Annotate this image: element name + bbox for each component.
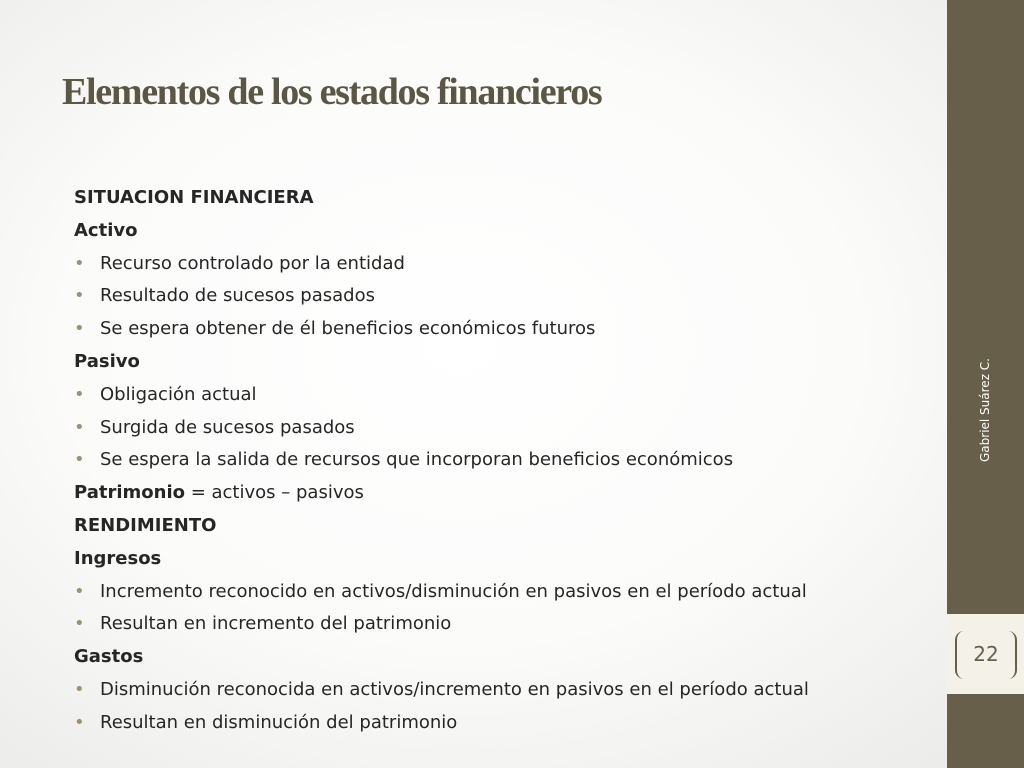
subheading-gastos: Gastos	[74, 646, 144, 668]
subheading-activo: Activo	[74, 219, 138, 241]
page-number: 22	[955, 631, 1017, 679]
bullet-icon: •	[74, 449, 85, 471]
bullet-icon: •	[74, 678, 85, 700]
list-item	[74, 707, 934, 740]
bullet-icon: •	[74, 318, 85, 340]
list-item	[74, 576, 934, 609]
list-item-text: Incremento reconocido en activos/disminución en pasivos en el período actual	[100, 580, 807, 602]
patrimonio-label: Patrimonio	[74, 482, 185, 504]
list-item	[74, 248, 934, 281]
bullet-icon: •	[74, 383, 85, 405]
author-label: Gabriel Suárez C.	[978, 357, 992, 463]
subheading-ingresos: Ingresos	[74, 547, 162, 569]
list-item	[74, 313, 934, 346]
list-item-text: Se espera obtener de él beneficios económicos futuros	[100, 318, 596, 340]
bullet-icon: •	[74, 416, 85, 438]
bullet-icon: •	[74, 580, 85, 602]
slide-title: Elementos de los estados financieros	[62, 71, 602, 113]
bullet-icon: •	[74, 711, 85, 733]
list-item	[74, 608, 934, 641]
slide-content	[74, 182, 934, 740]
section-heading-situacion-financiera: SITUACION FINANCIERA	[74, 187, 314, 208]
patrimonio-definition	[74, 477, 934, 510]
list-item-text: Surgida de sucesos pasados	[100, 416, 355, 438]
list-item-text: Recurso controlado por la entidad	[100, 252, 405, 274]
list-item-text: Resultan en incremento del patrimonio	[100, 613, 452, 635]
list-item-text: Resultado de sucesos pasados	[100, 285, 375, 307]
list-item-text: Resultan en disminución del patrimonio	[100, 711, 458, 733]
list-item	[74, 674, 934, 707]
list-item-text: Se espera la salida de recursos que incorporan beneficios económicos	[100, 449, 734, 471]
subheading-pasivo: Pasivo	[74, 350, 140, 372]
list-item	[74, 412, 934, 445]
patrimonio-formula: = activos – pasivos	[184, 482, 364, 504]
list-item-text: Disminución reconocida en activos/incremento en pasivos en el período actual	[100, 678, 809, 700]
section-heading-rendimiento: RENDIMIENTO	[74, 514, 217, 536]
bullet-icon: •	[74, 613, 85, 635]
list-item-text: Obligación actual	[100, 383, 257, 405]
bullet-icon: •	[74, 252, 85, 274]
list-item	[74, 444, 934, 477]
list-item	[74, 379, 934, 412]
bullet-icon: •	[74, 285, 85, 307]
list-item	[74, 280, 934, 313]
